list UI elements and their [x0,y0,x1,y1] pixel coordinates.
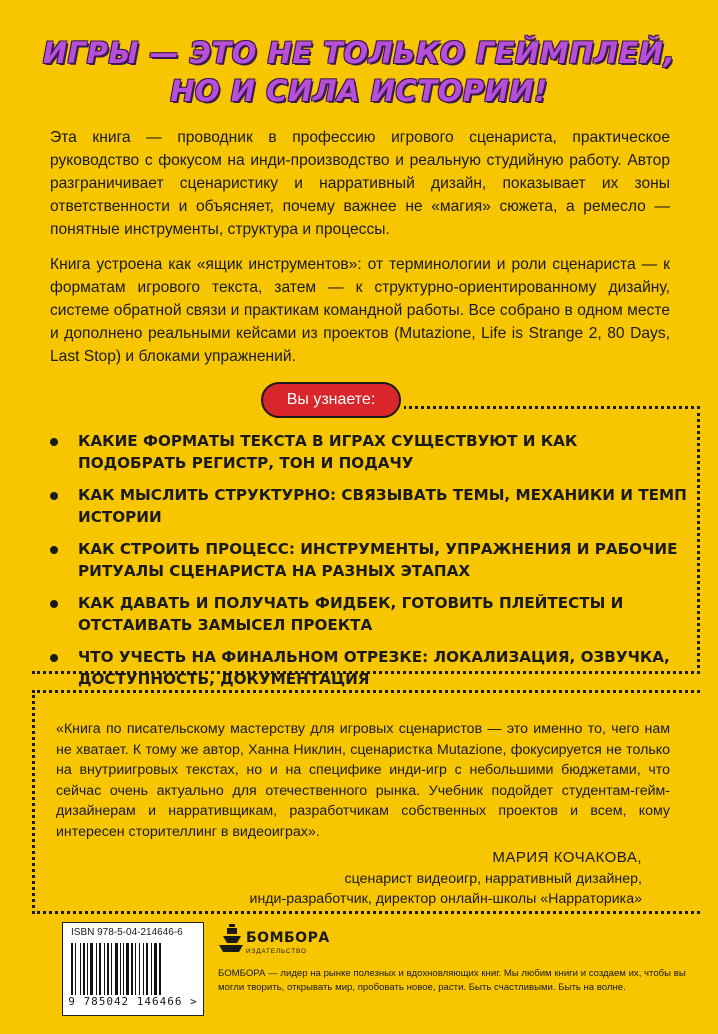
barcode-bar [75,943,76,995]
intro-paragraph-1: Эта книга — проводник в профессию игрового сценариста, практическое руководство с фокусом на инди-производство и реальную студийную работу. Автор разграничивает сценаристику и нарративный дизайн, показывает их зоны ответственности и объясняет, почему важнее не «магия» сюжета, а ремесло — понятные инструменты, структура и процессы. [50,129,670,238]
barcode-bar [87,943,88,995]
barcode-bar [154,943,157,995]
intro-paragraph-2: Книга устроена как «ящик инструментов»: от терминологии и роли сценариста — к форматам игрового текста, затем — к структурно-ориентированному дизайну, системе обратной связи и практикам командной работы. Все собрано в одном месте и дополнено реальными кейсами из проектов (Mutazione, Life is Strange 2, 80 Days, Last Stop) и блоками упражнений. [50,256,670,365]
barcode-bar [96,943,97,995]
barcode-bar [123,943,124,995]
barcode-bars [71,943,195,995]
barcode-bar [80,943,81,995]
headline [0,34,718,110]
headline-line-1: ИГРЫ — ЭТО НЕ ТОЛЬКО ГЕЙМПЛЕЙ, [42,36,676,70]
author-role-1: сценарист видеоигр, нарративный дизайнер, [344,870,642,887]
barcode-bar [115,943,118,995]
barcode-digits: 9 785042 146466 > [68,995,198,1008]
isbn-number: ISBN 978-5-04-214646-6 [71,927,183,938]
barcode-bar [83,943,85,995]
list-item: КАК СТРОИТЬ ПРОЦЕСС: ИНСТРУМЕНТЫ, УПРАЖНЕНИЯ И РАБОЧИЕ РИТУАЛЫ СЦЕНАРИСТА НА РАЗНЫХ ЭТАПАХ [48,538,688,582]
barcode-bar [104,943,105,995]
barcode [62,922,204,1016]
headline-line-2: НО И СИЛА ИСТОРИИ! [170,74,548,108]
list-item: ЧТО УЧЕСТЬ НА ФИНАЛЬНОМ ОТРЕЗКЕ: ЛОКАЛИЗАЦИЯ, ОЗВУЧКА, ДОСТУПНОСТЬ, ДОКУМЕНТАЦИЯ [48,646,688,690]
barcode-bar [135,943,136,995]
barcode-bar [90,943,93,995]
learn-list [48,430,688,700]
list-item: КАК МЫСЛИТЬ СТРУКТУРНО: СВЯЗЫВАТЬ ТЕМЫ, МЕХАНИКИ И ТЕМП ИСТОРИИ [48,484,688,528]
barcode-bar [120,943,121,995]
learn-label: Вы узнаете: [261,382,401,418]
barcode-bar [143,943,144,995]
barcode-bar [131,943,133,995]
publisher-brand: БОМБОРА [246,930,330,946]
review-quote: «Книга по писательскому мастерству для игровых сценаристов — это именно то, чего нам не хватает. К тому же автор, Ханна Никлин, сценаристка Mutazione, фокусируется не только на внутриигровых текстах, но и на специфике инди-игр с небольшими бюджетами, что сейчас очень актуально для отечественного рынка. Учебник подойдет студентам-гейм-дизайнерам и нарративщикам, разработчикам собственных проектов и всем, кому интересен сторителлинг в видеоиграх». [56,721,670,840]
barcode-bar [99,943,101,995]
quote-author [250,848,642,910]
barcode-bar [139,943,140,995]
barcode-bar [107,943,109,995]
list-item: КАК ДАВАТЬ И ПОЛУЧАТЬ ФИДБЕК, ГОТОВИТЬ ПЛЕЙТЕСТЫ И ОТСТАИВАТЬ ЗАМЫСЕЛ ПРОЕКТА [48,592,688,636]
author-role-2: инди-разработчик, директор онлайн-школы «Нарраторика» [249,891,642,907]
author-name: МАРИЯ КОЧАКОВА, [492,849,642,866]
barcode-bar [71,943,73,995]
barcode-bar [111,943,112,995]
barcode-bar [159,943,161,995]
publisher-blurb: БОМБОРА — лидер на рынке полезных и вдохновляющих книг. Мы любим книги и создаем их, чтобы вы могли творить, открывать мир, пробовать новое, расти. Быть счастливыми. Быть на волне. [218,968,686,993]
barcode-bar [146,943,148,995]
barcode-bar [151,943,152,995]
publisher-brand-sub: ИЗДАТЕЛЬСТВО [246,948,307,955]
barcode-bar [126,943,129,995]
list-item: КАКИЕ ФОРМАТЫ ТЕКСТА В ИГРАХ СУЩЕСТВУЮТ И КАК ПОДОБРАТЬ РЕГИСТР, ТОН И ПОДАЧУ [48,430,688,474]
